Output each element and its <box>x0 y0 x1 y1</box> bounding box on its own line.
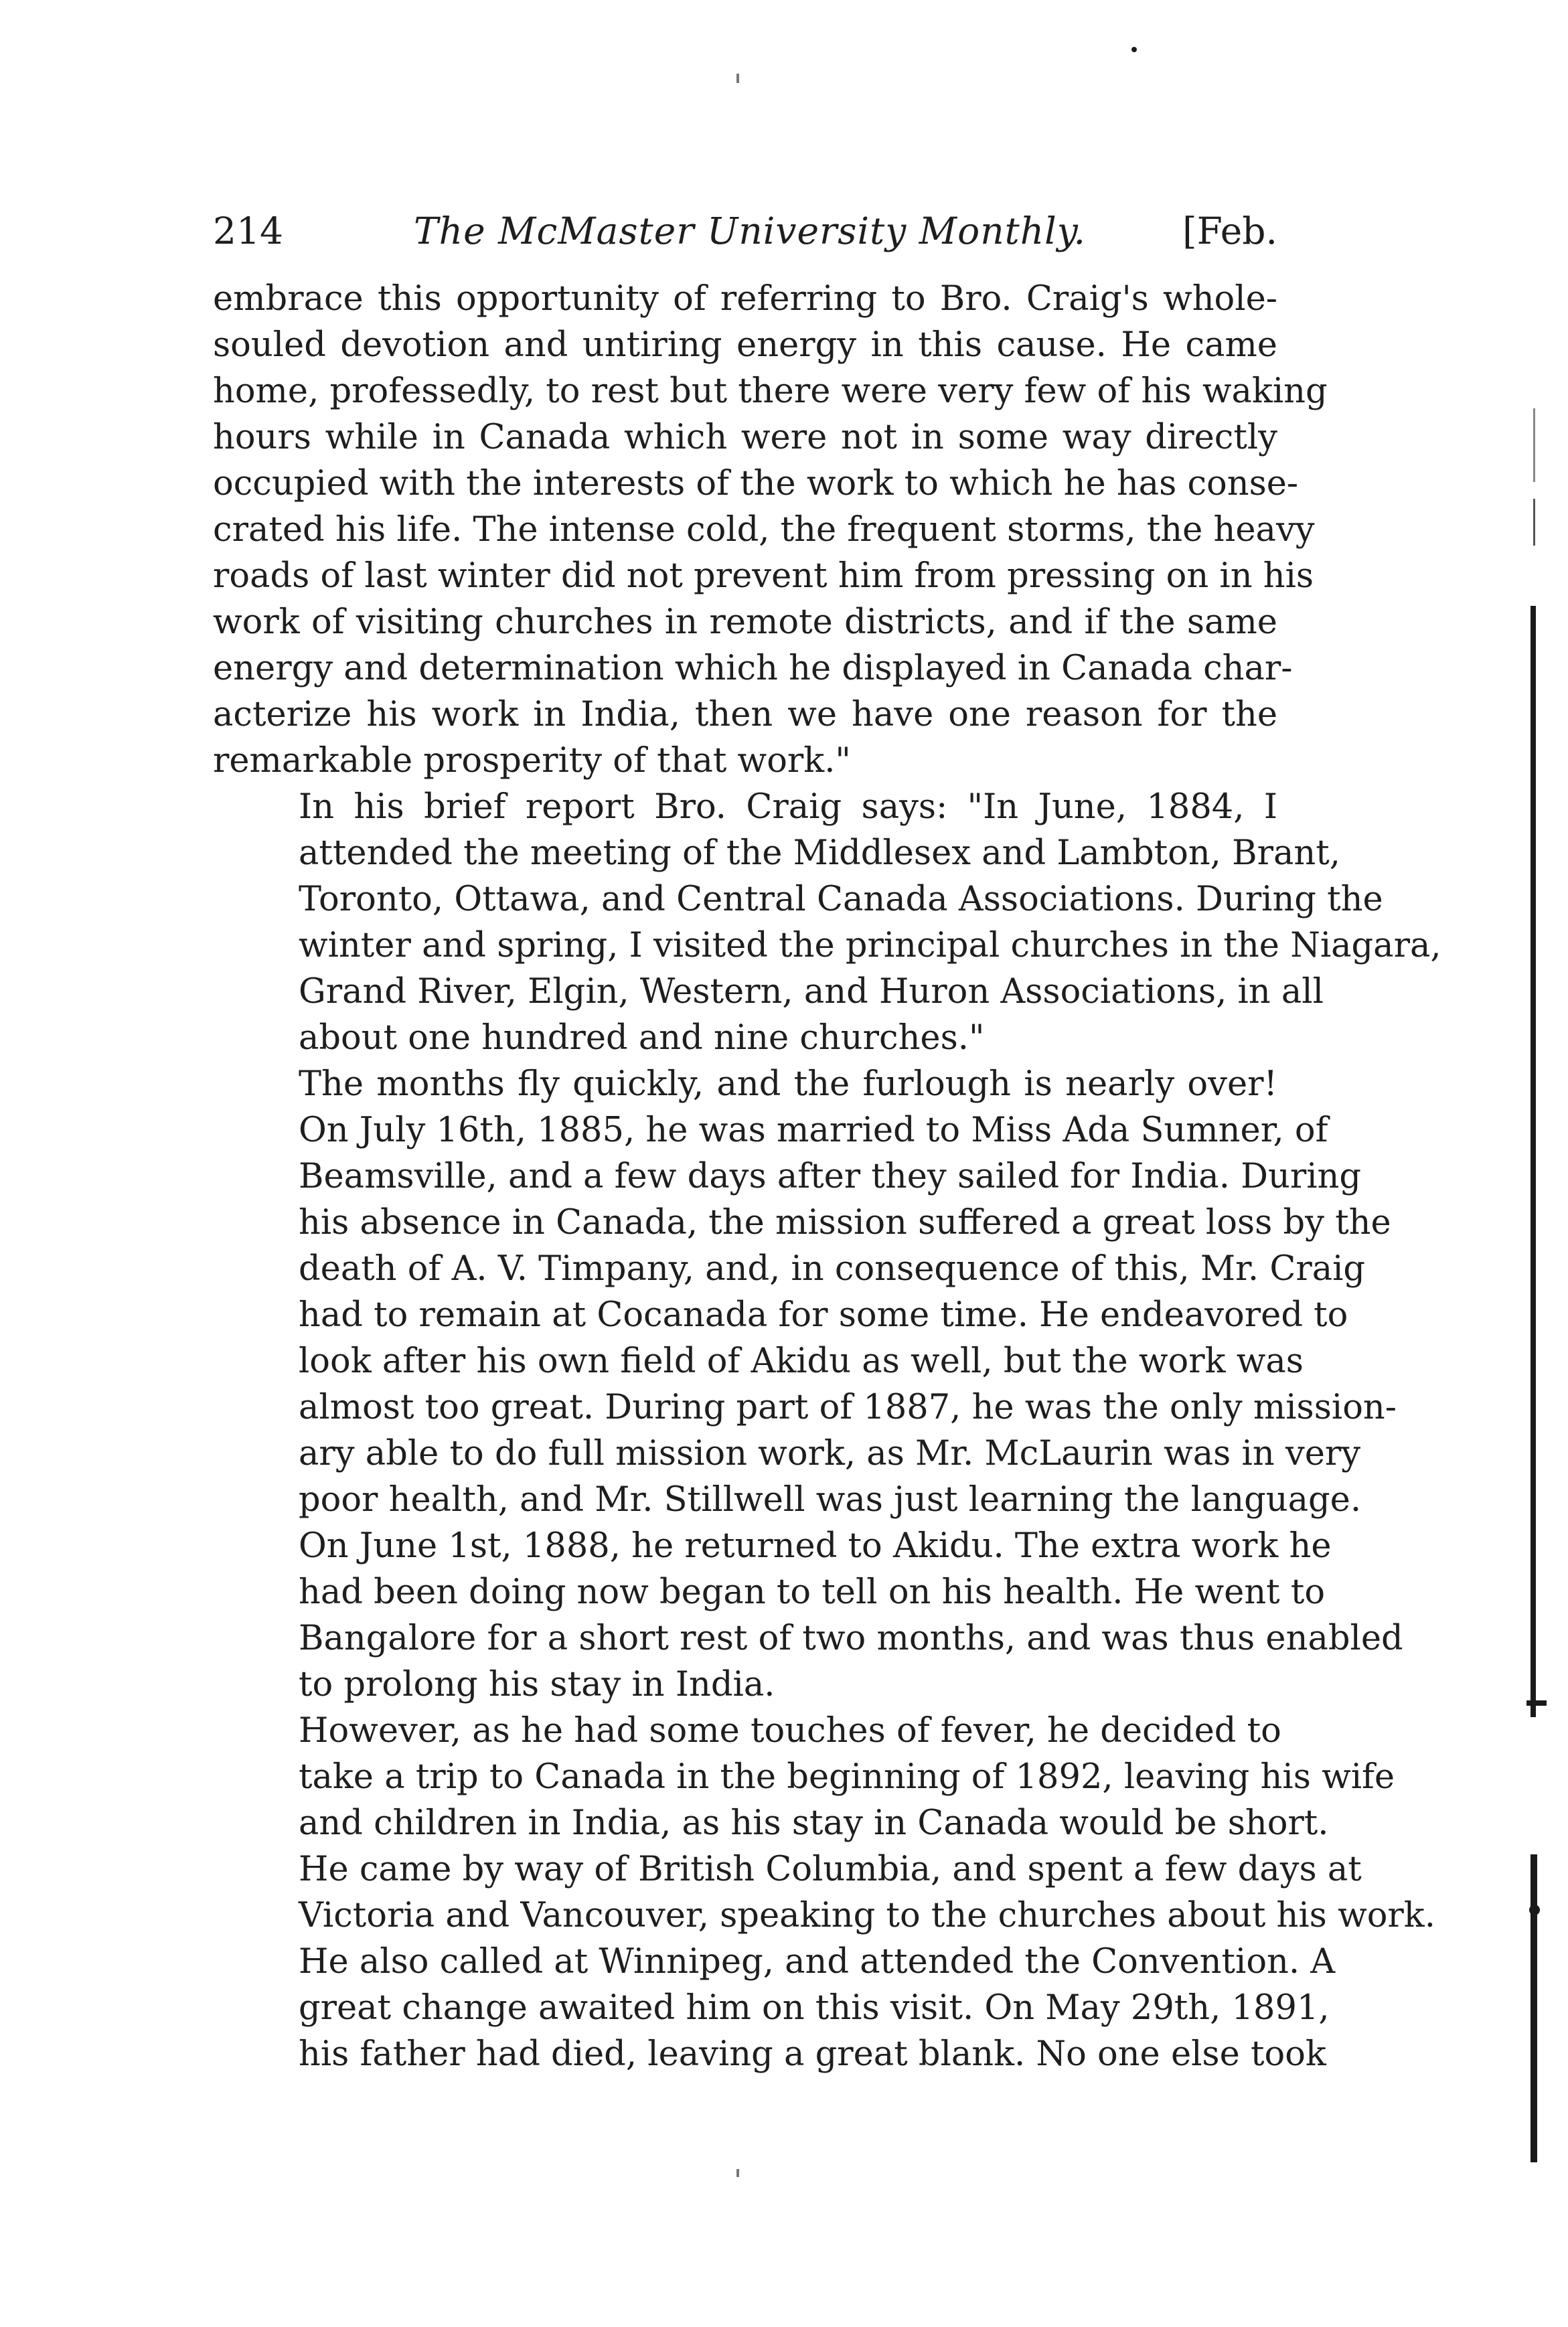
text-line: Beamsville, and a few days after they sailed for India. During <box>299 1157 1362 1196</box>
paragraph <box>213 784 1441 1061</box>
text-line: embrace this opportunity of referring to Bro. Craig's whole- <box>213 279 1277 319</box>
text-line: had been doing now began to tell on his health. He went to <box>299 1573 1326 1612</box>
text-line: attended the meeting of the Middlesex and Lambton, Brant, <box>299 833 1340 873</box>
margin-scan-mark <box>1526 1700 1547 1706</box>
text-line: The months fly quickly, and the furlough is nearly over! <box>299 1064 1277 1104</box>
text-line: crated his life. The intense cold, the frequent storms, the heavy <box>213 510 1315 550</box>
text-line: hours while in Canada which were not in some way directly <box>213 418 1277 457</box>
text-line: almost too great. During part of 1887, he was the only mission- <box>299 1388 1397 1427</box>
margin-scan-mark <box>1529 1905 1540 1915</box>
text-line: souled devotion and untiring energy in this cause. He came <box>213 325 1277 365</box>
text-line: However, as he had some touches of fever, he decided to <box>299 1711 1281 1751</box>
margin-scan-mark <box>1533 408 1535 482</box>
text-line: Bangalore for a short rest of two months, and was thus enabled <box>299 1619 1403 1658</box>
text-line: energy and determination which he displayed in Canada char- <box>213 649 1293 688</box>
margin-scan-mark <box>1531 606 1536 1717</box>
paragraph <box>213 276 1328 784</box>
text-line: death of A. V. Timpany, and, in consequence of this, Mr. Craig <box>299 1249 1366 1289</box>
text-line: acterize his work in India, then we have one reason for the <box>213 695 1277 734</box>
paragraph <box>213 1061 1403 1708</box>
text-line: home, professedly, to rest but there were very few of his waking <box>213 372 1328 411</box>
text-line: had to remain at Cocanada for some time. He endeavored to <box>299 1295 1348 1335</box>
text-line: about one hundred and nine churches." <box>299 1018 985 1058</box>
text-line: In his brief report Bro. Craig says: "In June, 1884, I <box>299 787 1277 827</box>
text-line: and children in India, as his stay in Canada would be short. <box>299 1803 1329 1843</box>
text-line: Grand River, Elgin, Western, and Huron Associations, in all <box>299 972 1324 1012</box>
text-line: On July 16th, 1885, he was married to Miss Ada Sumner, of <box>299 1111 1328 1150</box>
page-number: 214 <box>213 210 283 252</box>
text-line: take a trip to Canada in the beginning of 1892, leaving his wife <box>299 1757 1395 1797</box>
text-line: occupied with the interests of the work to which he has conse- <box>213 464 1299 503</box>
margin-scan-mark <box>1533 499 1535 546</box>
text-line: his absence in Canada, the mission suffered a great loss by the <box>299 1203 1391 1242</box>
text-line: look after his own field of Akidu as well, but the work was <box>299 1342 1304 1381</box>
text-line: ary able to do full mission work, as Mr. McLaurin was in very <box>299 1434 1361 1473</box>
text-line: poor health, and Mr. Stillwell was just learning the language. <box>299 1480 1362 1520</box>
running-title: The McMaster University Monthly. <box>414 210 1086 252</box>
text-line: He also called at Winnipeg, and attended the Convention. A <box>299 1942 1336 1982</box>
text-line: remarkable prosperity of that work." <box>213 741 851 781</box>
margin-scan-mark <box>1531 1854 1537 2162</box>
page-header <box>213 201 1277 261</box>
scan-speck <box>736 74 739 83</box>
text-line: Victoria and Vancouver, speaking to the churches about his work. <box>299 1896 1435 1935</box>
scan-speck <box>1131 47 1137 52</box>
paragraph <box>213 1708 1435 2077</box>
text-line: his father had died, leaving a great blank. No one else took <box>299 2034 1326 2074</box>
text-line: winter and spring, I visited the principal churches in the Niagara, <box>299 926 1441 965</box>
text-line: work of visiting churches in remote districts, and if the same <box>213 603 1277 642</box>
text-line: He came by way of British Columbia, and spent a few days at <box>299 1850 1362 1889</box>
text-line: Toronto, Ottawa, and Central Canada Associations. During the <box>299 880 1383 919</box>
scan-speck <box>736 2169 739 2177</box>
header-date: [Feb. <box>1182 210 1277 252</box>
text-line: to prolong his stay in India. <box>299 1665 775 1704</box>
text-line: great change awaited him on this visit. On May 29th, 1891, <box>299 1988 1330 2028</box>
article-body <box>213 276 1441 2077</box>
text-line: On June 1st, 1888, he returned to Akidu. The extra work he <box>299 1526 1332 1566</box>
text-line: roads of last winter did not prevent him from pressing on in his <box>213 556 1314 596</box>
